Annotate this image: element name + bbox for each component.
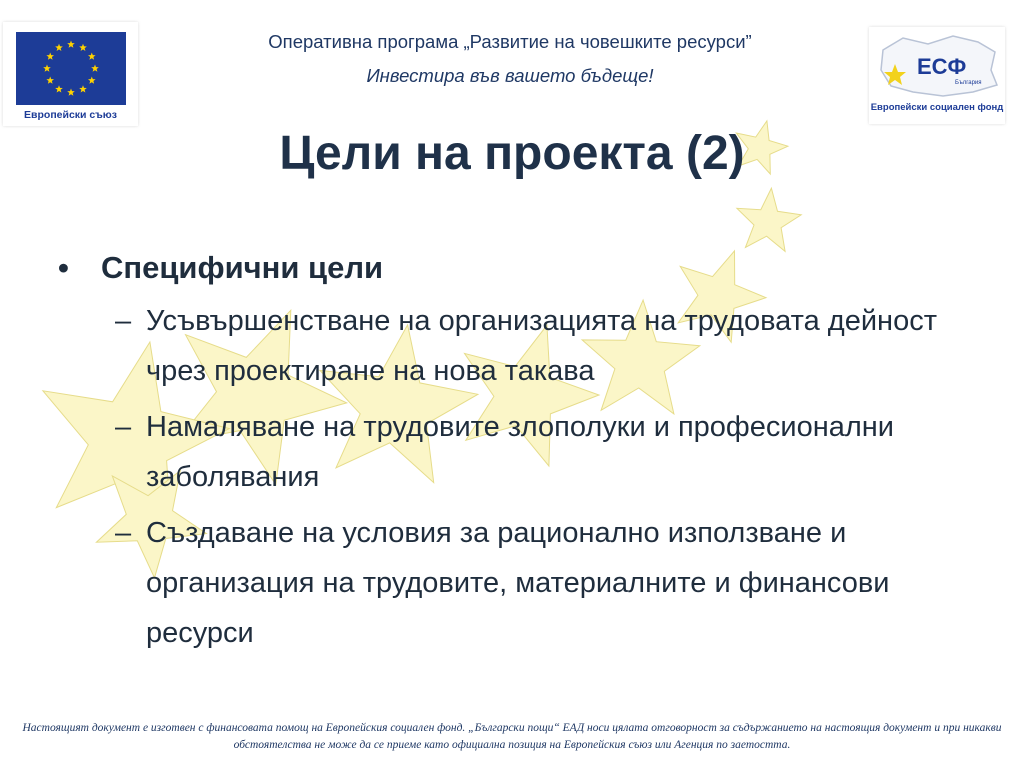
dash-icon: – (115, 305, 132, 337)
program-slogan: Инвестира във вашето бъдеще! (366, 65, 654, 86)
sub-bullet-text: Усъвършенстване на организацията на трудовата дейност чрез проектиране на нова такава (146, 305, 937, 387)
esf-logo-caption: Европейски социален фонд (870, 102, 1004, 113)
footer-disclaimer: Настоящият документ е изготвен с финансовата помощ на Европейския социален фонд. „Български пощи“ ЕАД носи цялата отговорност за съдържанието на настоящия документ и при никакви обстоятелства не може да се приеме като официална позиция на Европейския съюз или Агенция по заетостта. (22, 722, 1002, 751)
bullet-item (58, 250, 1008, 286)
bullet-text: Специфични цели (101, 250, 384, 285)
bulgaria-map-icon (873, 30, 1001, 102)
bullet-dot-icon: • (58, 250, 69, 285)
dash-icon: – (115, 411, 132, 443)
eu-flag-icon (16, 32, 126, 105)
esf-logo (869, 27, 1005, 124)
slide-content (58, 250, 1008, 664)
sub-bullet-item (58, 508, 986, 658)
background-star-icon (737, 188, 801, 251)
sub-bullet-text: Създаване на условия за рационално използване и организация на трудовите, материалните и финансови ресурси (146, 517, 890, 649)
sub-bullet-list (58, 296, 1008, 658)
esf-country: България (955, 80, 982, 86)
sub-bullet-text: Намаляване на трудовите злополуки и професионални заболявания (146, 411, 895, 493)
eu-logo-caption: Европейски съюз (24, 109, 117, 121)
eu-logo (3, 22, 138, 126)
sub-bullet-item (58, 402, 986, 502)
program-name: Оперативна програма „Развитие на човешките ресурси” (268, 31, 752, 52)
dash-icon: – (115, 517, 132, 549)
sub-bullet-item (58, 296, 986, 396)
slide-title: Цели на проекта (2) (279, 127, 745, 180)
esf-badge: ЕСФ (917, 54, 967, 79)
